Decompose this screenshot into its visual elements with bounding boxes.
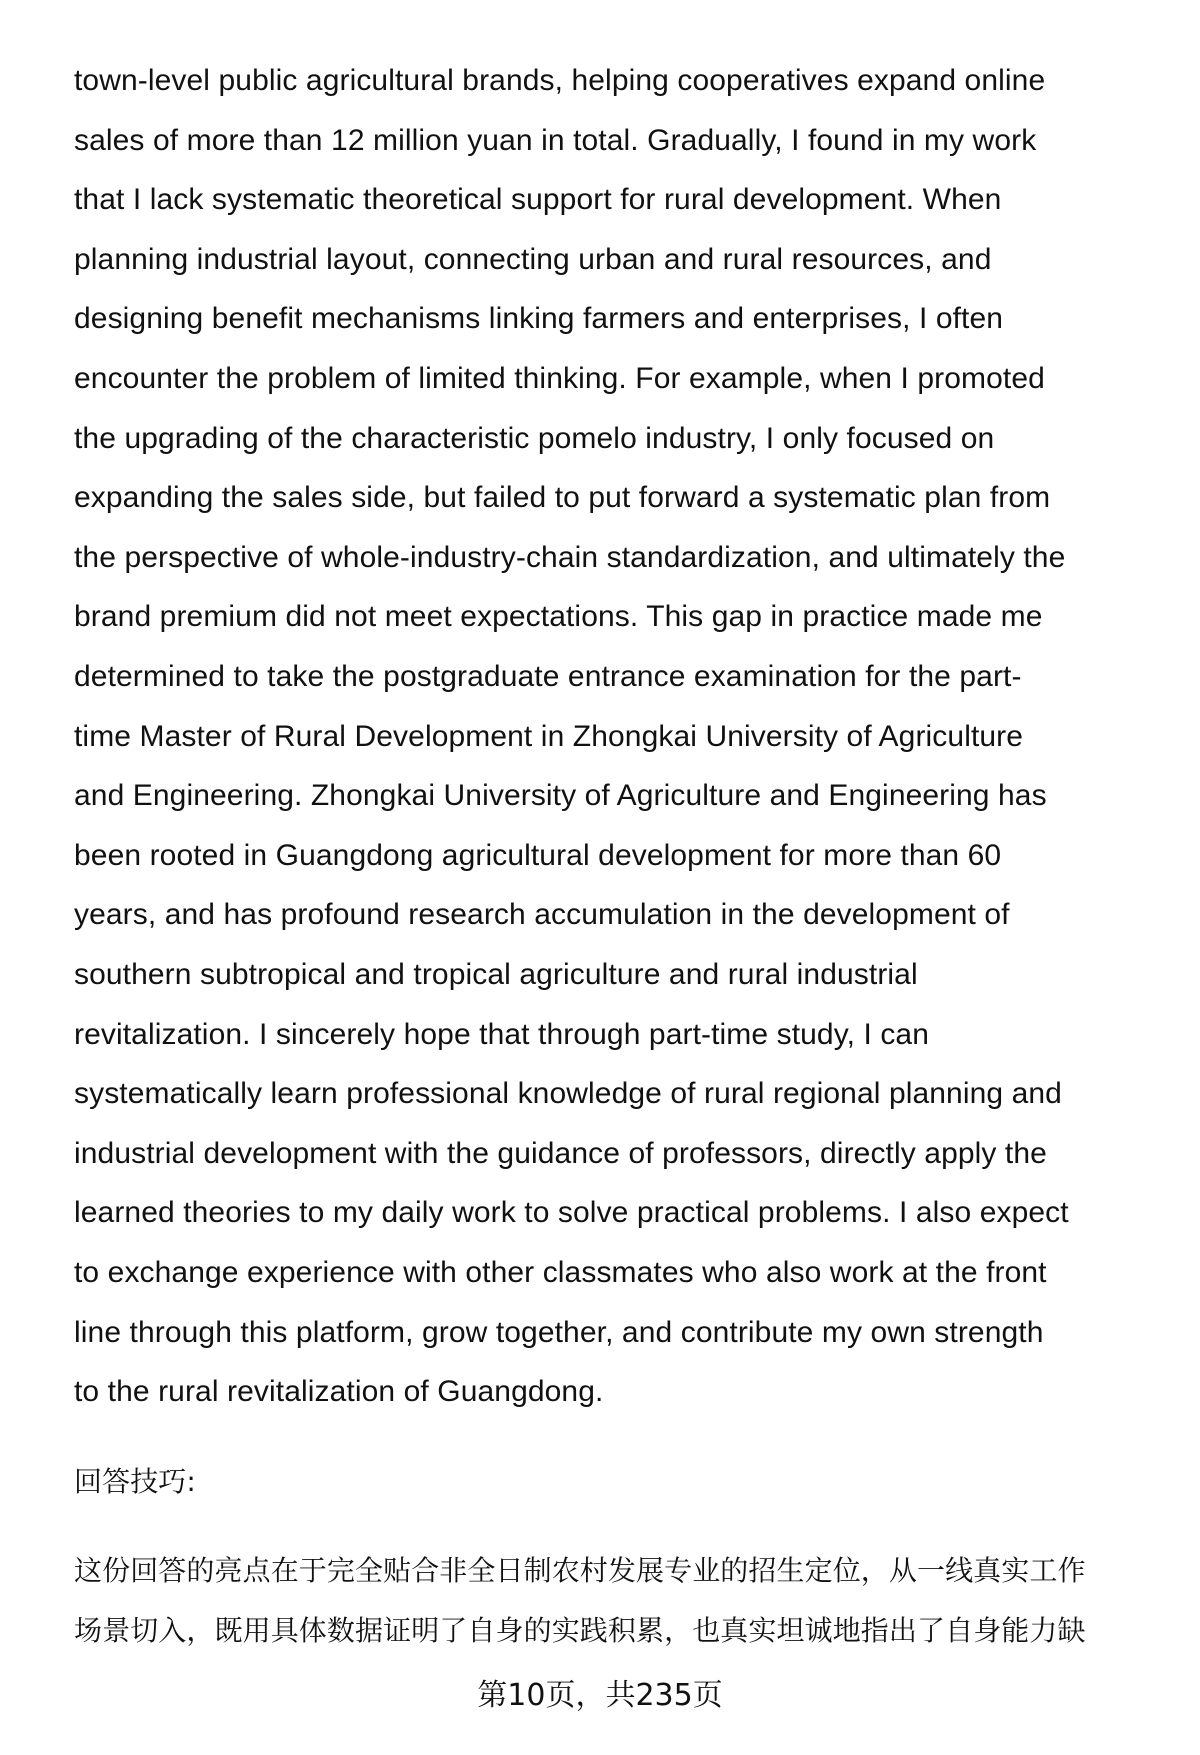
body-text-line: planning industrial layout, connecting urban and rural resources, and <box>74 242 992 276</box>
body-text-line: revitalization. I sincerely hope that through part-time study, I can <box>74 1017 930 1051</box>
body-text-line: that I lack systematic theoretical support for rural development. When <box>74 183 1002 217</box>
body-text-line: line through this platform, grow together, and contribute my own strength <box>74 1315 1044 1349</box>
body-text-line: been rooted in Guangdong agricultural development for more than 60 <box>74 838 1002 872</box>
body-text-line: systematically learn professional knowledge of rural regional planning and <box>74 1077 1062 1111</box>
body-text-line: time Master of Rural Development in Zhongkai University of Agriculture <box>74 719 1024 753</box>
tips-line: 这份回答的亮点在于完全贴合非全日制农村发展专业的招生定位，从一线真实工作 <box>74 1554 1086 1587</box>
body-text-line: to exchange experience with other classmates who also work at the front <box>74 1256 1047 1289</box>
body-text-line: the perspective of whole-industry-chain standardization, and ultimately the <box>74 540 1066 574</box>
body-text-line: the upgrading of the characteristic pomelo industry, I only focused on <box>74 421 995 455</box>
body-text-line: designing benefit mechanisms linking farmers and enterprises, I often <box>74 302 1004 336</box>
body-text-line: and Engineering. Zhongkai University of Agriculture and Engineering has <box>74 779 1047 813</box>
tips-line: 场景切入，既用具体数据证明了自身的实践积累，也真实坦诚地指出了自身能力缺 <box>74 1614 1086 1647</box>
body-text-line: learned theories to my daily work to solve practical problems. I also expect <box>74 1196 1069 1230</box>
body-text-line: encounter the problem of limited thinking. For example, when I promoted <box>74 362 1045 395</box>
tips-heading: 回答技巧: <box>74 1465 196 1498</box>
body-text-line: to the rural revitalization of Guangdong. <box>74 1375 604 1409</box>
body-text-line: brand premium did not meet expectations. This gap in practice made me <box>74 600 1043 634</box>
body-text-line: town-level public agricultural brands, helping cooperatives expand online <box>74 64 1046 97</box>
body-text-line: southern subtropical and tropical agriculture and rural industrial <box>74 958 918 991</box>
body-text-line: sales of more than 12 million yuan in total. Gradually, I found in my work <box>74 123 1037 157</box>
body-text-line: determined to take the postgraduate entrance examination for the part- <box>74 660 1022 693</box>
page-number-footer: 第10页，共235页 <box>477 1678 723 1713</box>
body-text-line: industrial development with the guidance of professors, directly apply the <box>74 1136 1047 1170</box>
body-text-line: expanding the sales side, but failed to put forward a systematic plan from <box>74 481 1051 515</box>
body-text-line: years, and has profound research accumulation in the development of <box>74 898 1010 932</box>
